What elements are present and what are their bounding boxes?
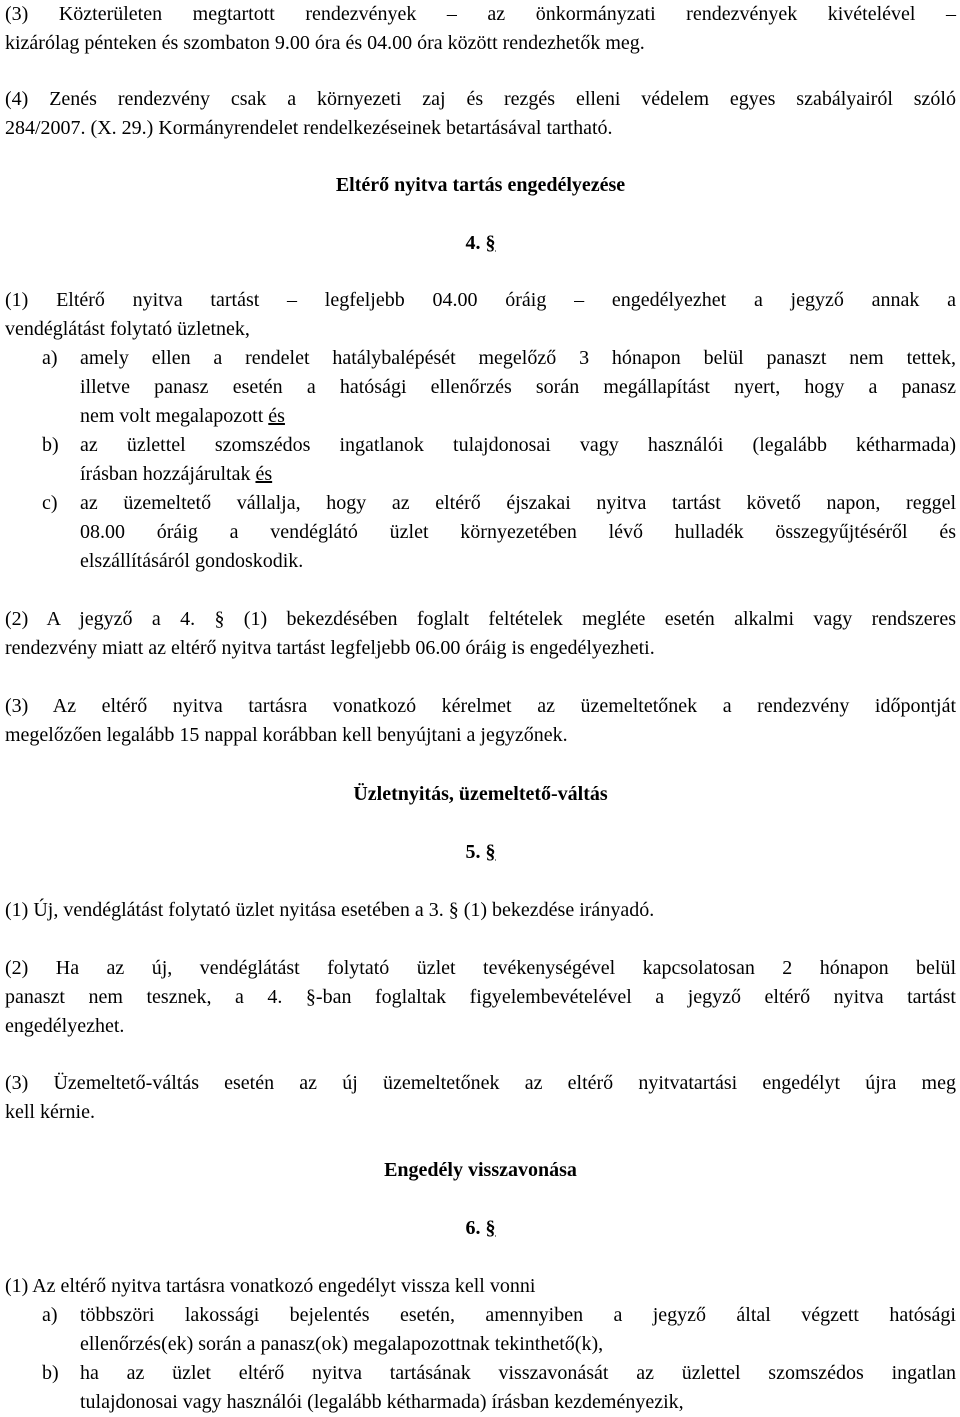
list-marker-a: a) — [42, 1304, 58, 1326]
s4-c-line-1: az üzemeltető vállalja, hogy az eltérő éjszakai nyitva tartást követő napon, reggel — [80, 492, 956, 514]
paragraph-3-line-2: kizárólag pénteken és szombaton 9.00 óra és 04.00 óra között rendezhetők meg. — [5, 32, 645, 54]
list-marker-a: a) — [42, 347, 58, 369]
section-5-heading: Üzletnyitás, üzemeltető-váltás — [353, 783, 608, 805]
s4-p1-line-2: vendéglátást folytató üzletnek, — [5, 318, 250, 340]
s4-p2-line-2: rendezvény miatt az eltérő nyitva tartást legfeljebb 06.00 óráig is engedélyezheti. — [5, 637, 655, 659]
s4-a-line-1: amely ellen a rendelet hatálybalépését megelőző 3 hónapon belül panaszt nem tettek, — [80, 347, 956, 369]
s4-a-line-3: nem volt megalapozott és — [80, 405, 285, 427]
s4-b-line-1: az üzlettel szomszédos ingatlanok tulajdonosai vagy használói (legalább kétharmada) — [80, 434, 956, 456]
s6-b-line-1: ha az üzlet eltérő nyitva tartásának visszavonását az üzlettel szomszédos ingatlan — [80, 1362, 956, 1384]
section-4-heading: Eltérő nyitva tartás engedélyezése — [335, 174, 626, 196]
list-marker-c: c) — [42, 492, 58, 514]
section-symbol: § — [485, 1217, 496, 1239]
s4-a-line-2: illetve panasz esetén a hatósági ellenőrzés során megállapítást nyert, hogy a panasz — [80, 376, 956, 398]
paragraph-4-line-2: 284/2007. (X. 29.) Kormányrendelet rendelkezéseinek betartásával tartható. — [5, 117, 613, 139]
section-symbol: § — [485, 841, 496, 863]
paragraph-4-line-1: (4) Zenés rendezvény csak a környezeti zaj és rezgés elleni védelem egyes szabályairól szóló — [5, 88, 956, 110]
s5-p3-line-2: kell kérnie. — [5, 1101, 95, 1123]
s4-c-line-3: elszállításáról gondoskodik. — [80, 550, 304, 572]
s5-p2-line-1: (2) Ha az új, vendéglátást folytató üzlet tevékenységével kapcsolatosan 2 hónapon belül — [5, 957, 956, 979]
s5-p2-line-2: panaszt nem tesznek, a 4. §-ban foglaltak figyelembevételével a jegyző eltérő nyitva tartást — [5, 986, 956, 1008]
section-5-number: 5. § — [465, 841, 496, 863]
s5-p2-line-3: engedélyezhet. — [5, 1015, 125, 1037]
list-marker-b: b) — [42, 434, 59, 456]
conjunction-es: és — [255, 463, 273, 485]
s4-p2-line-1: (2) A jegyző a 4. § (1) bekezdésében foglalt feltételek megléte esetén alkalmi vagy rendszeres — [5, 608, 956, 630]
section-4-number: 4. § — [465, 232, 496, 254]
s6-b-line-2: tulajdonosai vagy használói (legalább kétharmada) írásban kezdeményezik, — [80, 1391, 684, 1413]
s4-b-line-2: írásban hozzájárultak és — [80, 463, 273, 485]
conjunction-es: és — [268, 405, 285, 427]
s6-p1: (1) Az eltérő nyitva tartásra vonatkozó engedélyt vissza kell vonni — [5, 1275, 536, 1297]
s5-p1: (1) Új, vendéglátást folytató üzlet nyitása esetében a 3. § (1) bekezdése irányadó. — [5, 899, 655, 921]
s5-p3-line-1: (3) Üzemeltető-váltás esetén az új üzemeltetőnek az eltérő nyitvatartási engedélyt újra meg — [5, 1072, 956, 1094]
s4-p3-line-1: (3) Az eltérő nyitva tartásra vonatkozó kérelmet az üzemeltetőnek a rendezvény időpontját — [5, 695, 956, 717]
list-marker-b: b) — [42, 1362, 59, 1384]
section-6-number: 6. § — [465, 1217, 496, 1239]
paragraph-3-line-1: (3) Közterületen megtartott rendezvények – az önkormányzati rendezvények kivételével – — [5, 3, 956, 25]
s4-p3-line-2: megelőzően legalább 15 nappal korábban kell benyújtani a jegyzőnek. — [5, 724, 568, 746]
s6-a-line-2: ellenőrzés(ek) során a panasz(ok) megalapozottnak tekinthető(k), — [80, 1333, 604, 1355]
s6-a-line-1: többszöri lakossági bejelentés esetén, amennyiben a jegyző által végzett hatósági — [80, 1304, 956, 1326]
section-symbol: § — [485, 232, 496, 254]
section-6-heading: Engedély visszavonása — [384, 1159, 577, 1181]
s4-c-line-2: 08.00 óráig a vendéglátó üzlet környezetében lévő hulladék összegyűjtéséről és — [80, 521, 956, 543]
s4-p1-line-1: (1) Eltérő nyitva tartást – legfeljebb 04.00 óráig – engedélyezhet a jegyző annak a — [5, 289, 956, 311]
